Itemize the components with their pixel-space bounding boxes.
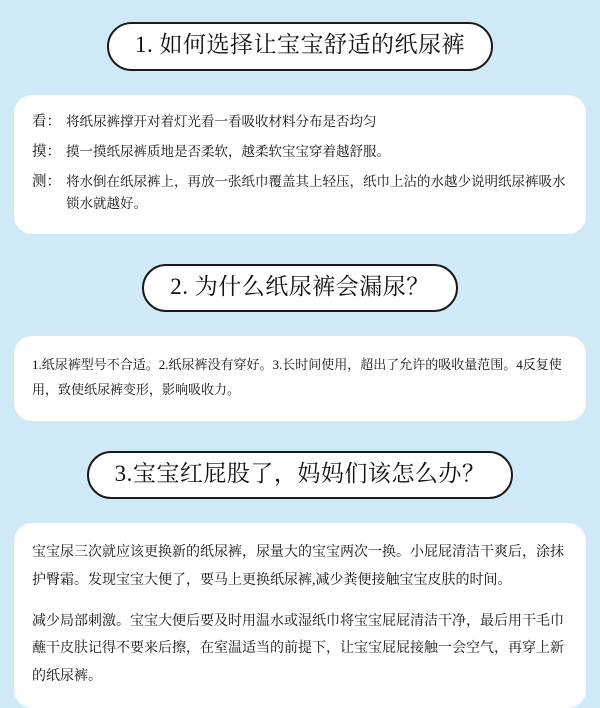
section-2-card: [14, 336, 586, 421]
section-1-heading-wrap: [0, 22, 600, 71]
section-1-heading-text: 1. 如何选择让宝宝舒适的纸尿裤: [135, 32, 465, 57]
section-1-row: [32, 171, 568, 216]
section-2-heading-pill: [142, 264, 458, 313]
section-1-row: [32, 141, 568, 164]
section-1-row-text: 摸一摸纸尿裤质地是否柔软，越柔软宝宝穿着越舒服。: [66, 143, 390, 159]
section-3-heading-wrap: [0, 451, 600, 500]
section-1-row-text: 将水倒在纸尿裤上，再放一张纸巾覆盖其上轻压，纸巾上沾的水越少说明纸尿裤吸水锁水就越好。: [66, 173, 566, 212]
section-2-heading-text: 2. 为什么纸尿裤会漏尿？: [170, 273, 430, 299]
section-1-row-label: 摸：: [32, 143, 61, 160]
section-3-heading-pill: [87, 451, 514, 500]
section-3-heading-text: 3.宝宝红屁股了，妈妈们该怎么办？: [114, 460, 486, 486]
section-1-heading-pill: [107, 22, 493, 71]
section-1-row-text: 将纸尿裤撑开对着灯光看一看吸收材料分布是否均匀: [66, 113, 377, 129]
section-3-paragraph: 宝宝尿三次就应该更换新的纸尿裤，尿量大的宝宝两次一换。小屁屁清洁干爽后，涂抹护臀霜。发现宝宝大便了，要马上更换纸尿裤,减少粪便接触宝宝皮肤的时间。: [32, 545, 564, 588]
section-3-card: [14, 523, 586, 707]
section-1-row-label: 测：: [32, 173, 61, 190]
section-3-paragraph: 减少局部刺激。宝宝大便后要及时用温水或湿纸巾将宝宝屁屁清洁干净，最后用干毛巾蘸干皮肤记得不要来后擦，在室温适当的前提下，让宝宝屁屁接触一会空气，再穿上新的纸尿裤。: [32, 613, 564, 684]
section-2-paragraph: 1.纸尿裤型号不合适。2.纸尿裤没有穿好。3.长时间使用，超出了允许的吸收量范围。4反复使用，致使纸尿裤变形，影响吸收力。: [32, 357, 562, 398]
section-1-card: [14, 95, 586, 234]
section-2-heading-wrap: [0, 264, 600, 313]
section-1-row-label: 看：: [32, 113, 61, 130]
section-1-row: [32, 111, 568, 134]
